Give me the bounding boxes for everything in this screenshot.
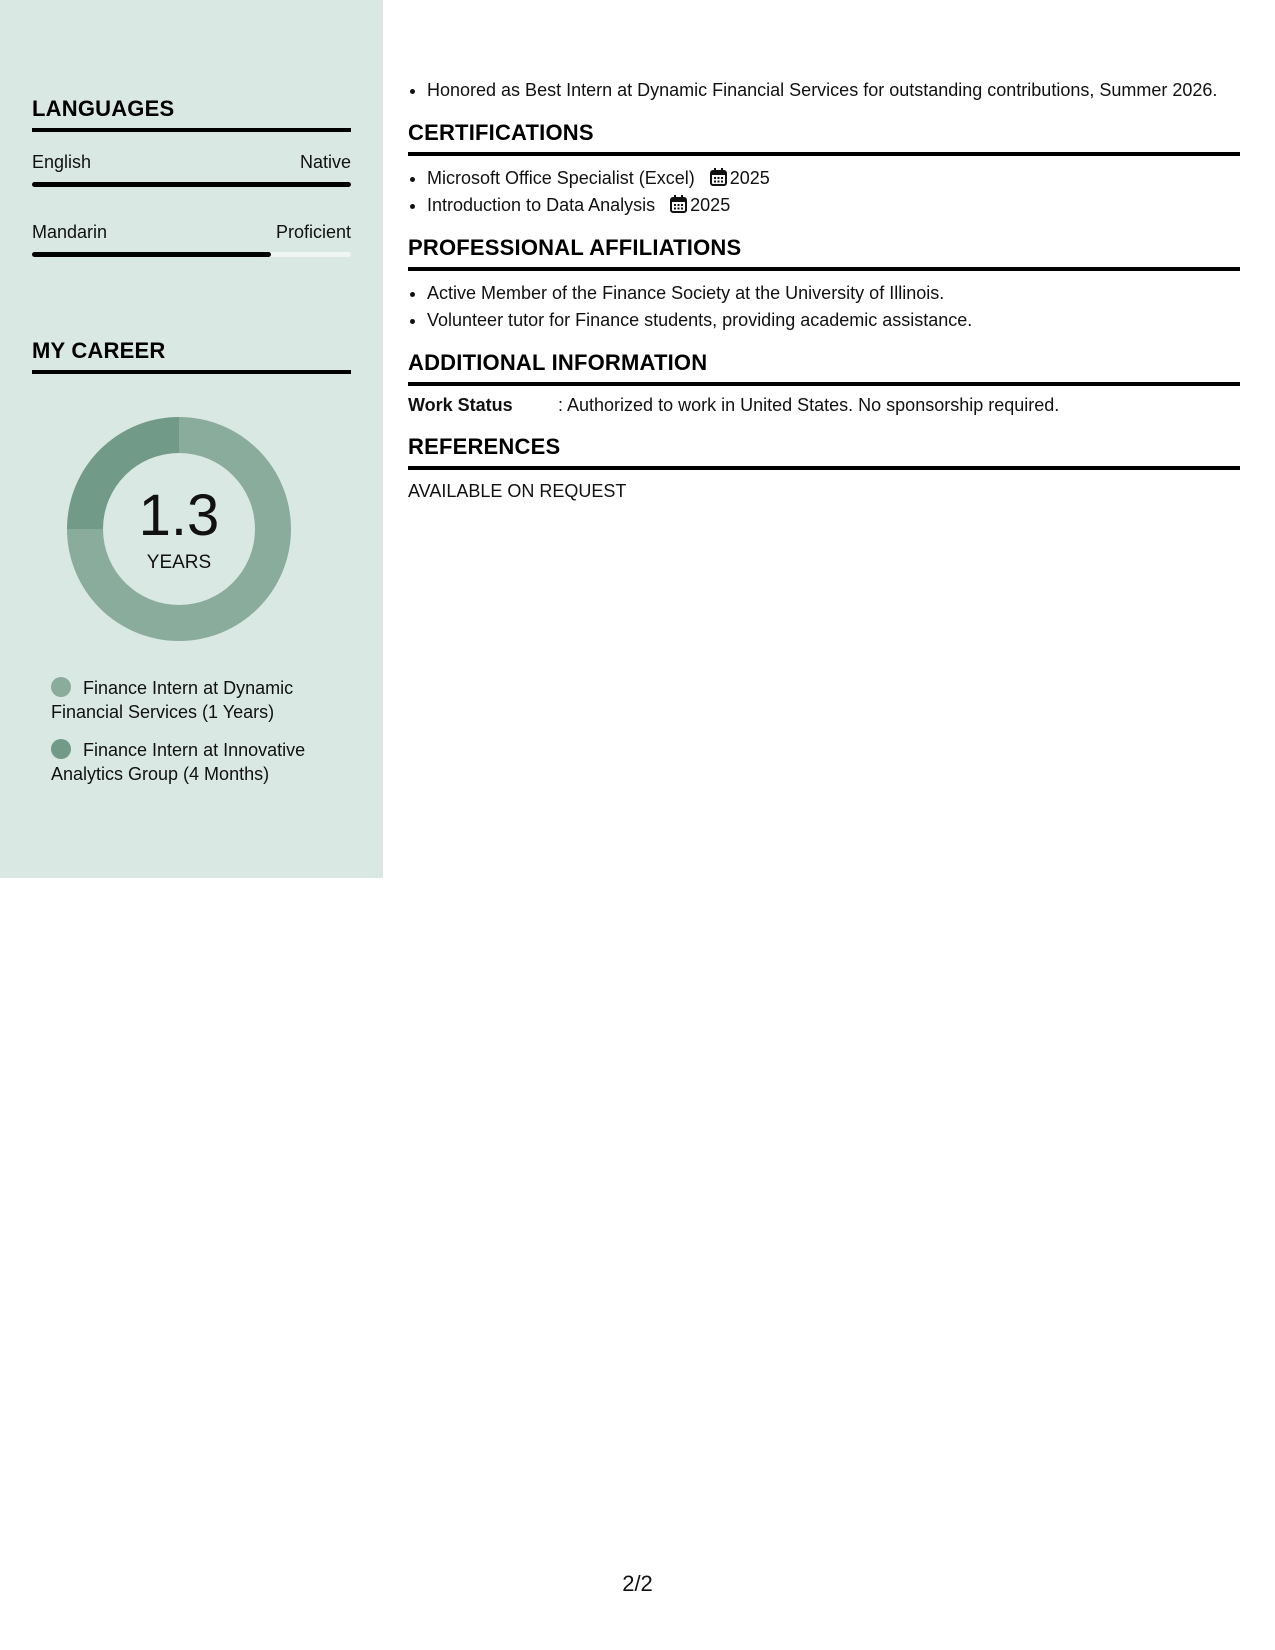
language-proficiency-bar	[32, 252, 351, 257]
references-section	[408, 434, 1240, 502]
calendar-icon	[670, 195, 687, 213]
affiliations-section	[408, 235, 1240, 332]
affiliation-item: • Volunteer tutor for Finance students, providing academic assistance.	[427, 308, 1240, 332]
legend-label: Finance Intern at Innovative Analytics Group (4 Months)	[51, 740, 306, 784]
certifications-section	[408, 120, 1240, 217]
language-row-english	[32, 132, 351, 202]
language-level: Native	[299, 152, 351, 172]
language-name: English	[32, 152, 92, 172]
certification-item	[427, 193, 1240, 217]
language-proficiency-fill	[32, 182, 351, 187]
language-name: Mandarin	[32, 222, 108, 242]
donut-slice	[67, 417, 179, 529]
certification-year: 2025	[690, 195, 731, 215]
award-item: • Honored as Best Intern at Dynamic Financial Services for outstanding contributions, Summer 2026.	[427, 78, 1240, 102]
work-status-row	[408, 395, 1240, 416]
certification-item	[427, 166, 1240, 190]
career-section	[32, 338, 351, 374]
affiliation-item: • Active Member of the Finance Society at the University of Illinois.	[427, 281, 1240, 305]
page-number: 2/2	[622, 1571, 653, 1596]
languages-section	[32, 96, 351, 272]
references-title: REFERENCES	[408, 434, 1240, 470]
certifications-title: CERTIFICATIONS	[408, 120, 1240, 156]
languages-title: LANGUAGES	[32, 96, 351, 132]
career-donut-chart	[67, 417, 291, 641]
main-column	[408, 78, 1240, 520]
certification-name: Introduction to Data Analysis	[427, 195, 656, 215]
career-total-unit: YEARS	[146, 552, 212, 573]
career-total-value: 1.3	[138, 483, 220, 548]
career-title: MY CAREER	[32, 338, 351, 374]
work-status-value: : Authorized to work in United States. No sponsorship required.	[558, 395, 1060, 415]
work-status-label: Work Status	[408, 395, 513, 415]
references-text: AVAILABLE ON REQUEST	[408, 481, 627, 501]
certification-year: 2025	[729, 168, 770, 188]
language-level: Proficient	[275, 222, 351, 242]
language-row-mandarin	[32, 202, 351, 272]
legend-item	[51, 738, 341, 786]
awards-block	[408, 78, 1240, 102]
affiliations-title: PROFESSIONAL AFFILIATIONS	[408, 235, 1240, 271]
calendar-icon	[710, 168, 727, 186]
additional-info-section	[408, 350, 1240, 416]
legend-item	[51, 676, 341, 724]
legend-label: Finance Intern at Dynamic Financial Services (1 Years)	[51, 678, 294, 722]
language-proficiency-fill	[32, 252, 271, 257]
certification-name: Microsoft Office Specialist (Excel)	[427, 168, 695, 188]
legend-dot	[51, 739, 71, 759]
additional-info-title: ADDITIONAL INFORMATION	[408, 350, 1240, 386]
legend-dot	[51, 677, 71, 697]
career-legend	[51, 676, 341, 800]
language-proficiency-bar	[32, 182, 351, 187]
